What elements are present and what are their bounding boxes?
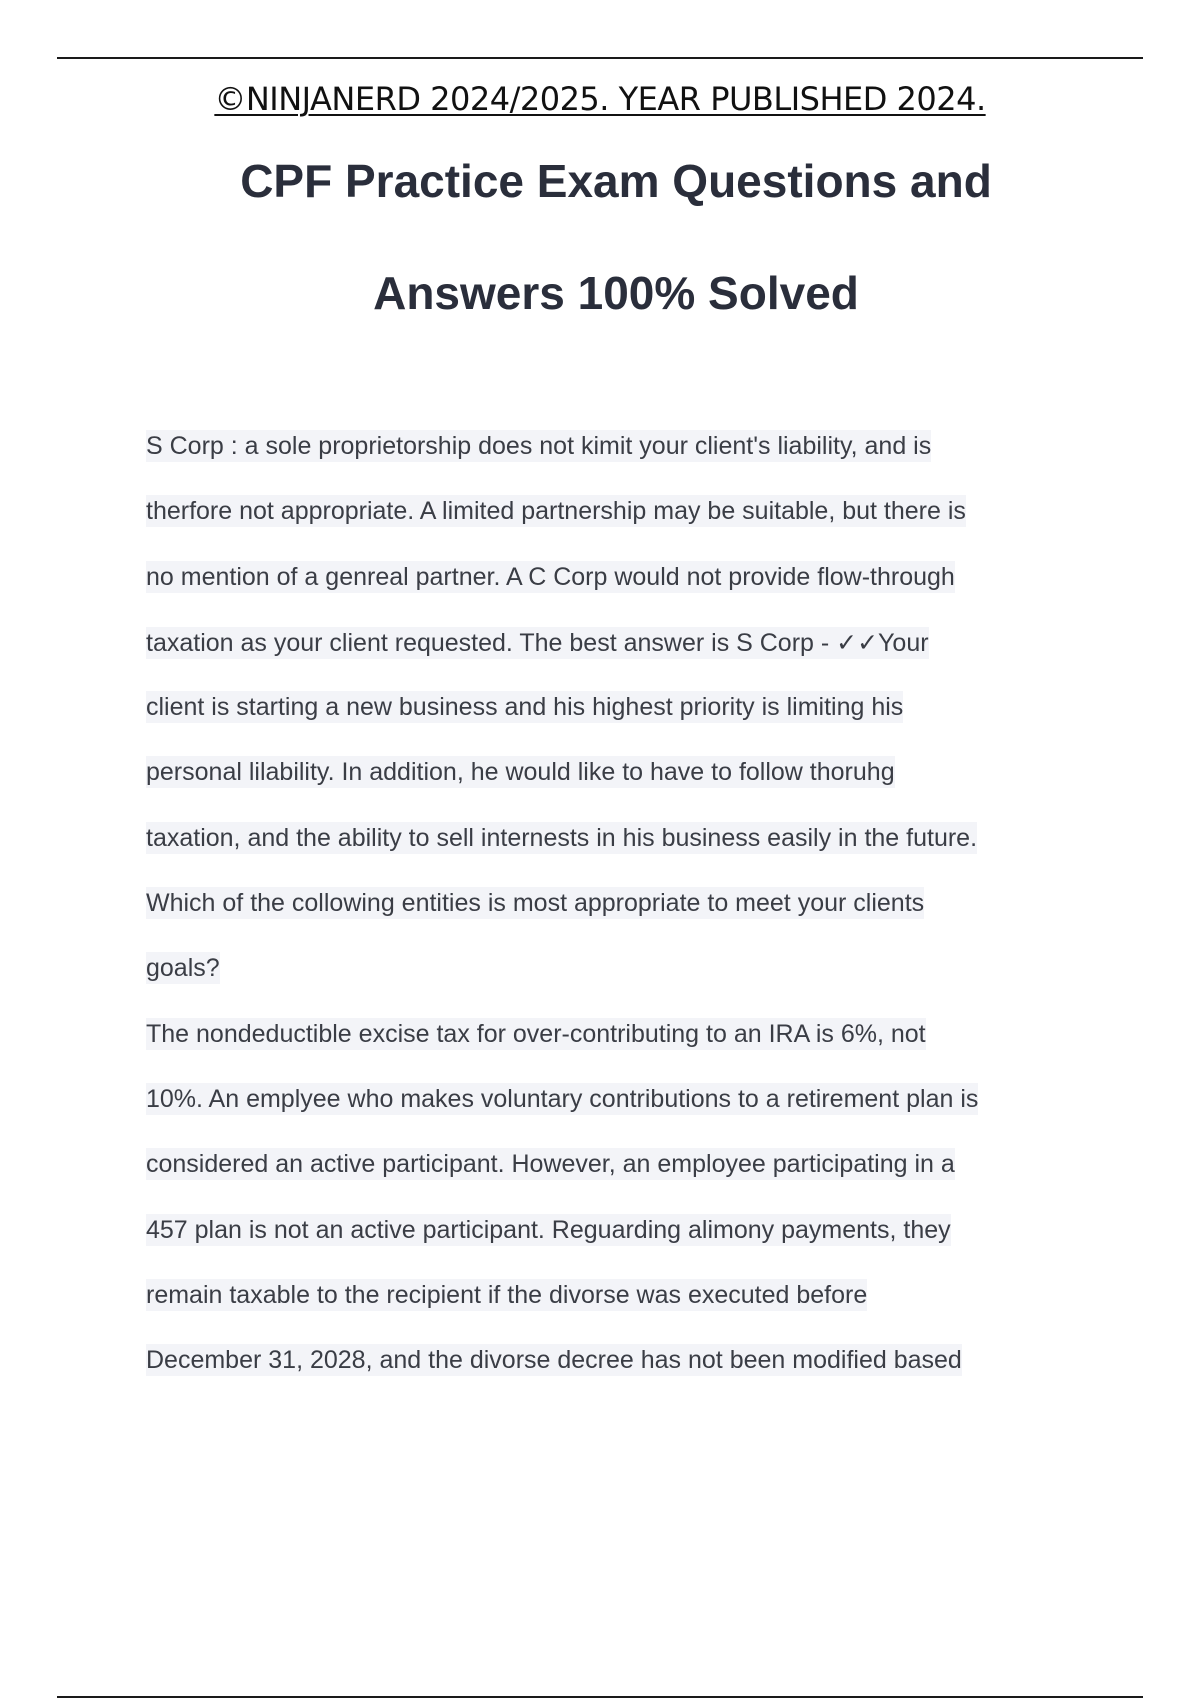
body-line xyxy=(146,497,1106,562)
body-line xyxy=(146,954,1106,1019)
body-line xyxy=(146,432,1106,497)
body-line xyxy=(146,1150,1106,1215)
body-line xyxy=(146,563,1106,628)
body-line-text: no mention of a genreal partner. A C Corp would not provide flow-through xyxy=(146,562,955,591)
footer-rule xyxy=(57,1696,1143,1698)
document-body xyxy=(146,432,1106,1411)
body-line xyxy=(146,1085,1106,1150)
body-line-text: considered an active participant. However, an employee participating in a xyxy=(146,1150,955,1179)
body-line-text: December 31, 2028, and the divorse decree has not been modified based xyxy=(146,1346,962,1375)
body-line xyxy=(146,628,1106,693)
body-line xyxy=(146,1346,1106,1411)
body-line xyxy=(146,693,1106,758)
body-line xyxy=(146,1216,1106,1281)
body-line xyxy=(146,1020,1106,1085)
body-line-text: Which of the collowing entities is most appropriate to meet your clients xyxy=(146,889,925,918)
body-line-text: therfore not appropriate. A limited partnership may be suitable, but there is xyxy=(146,497,966,526)
body-line xyxy=(146,758,1106,823)
body-line-text: goals? xyxy=(146,954,220,983)
body-line-text: taxation, and the ability to sell internests in his business easily in the future. xyxy=(146,823,978,852)
document-title-line-2: Answers 100% Solved xyxy=(373,267,859,319)
copyright-text: ©NINJANERD 2024/2025. YEAR PUBLISHED 2024. xyxy=(214,80,986,118)
body-line-text: 10%. An emplyee who makes voluntary contributions to a retirement plan is xyxy=(146,1084,979,1113)
document-title-line-1: CPF Practice Exam Questions and xyxy=(240,155,992,207)
header-rule xyxy=(57,57,1143,59)
copyright-header xyxy=(0,80,1200,118)
body-line-text: client is starting a new business and his highest priority is limiting his xyxy=(146,693,904,722)
body-line-text: remain taxable to the recipient if the divorse was executed before xyxy=(146,1280,868,1309)
body-line-text: S Corp : a sole proprietorship does not kimit your client's liability, and is xyxy=(146,432,932,460)
body-line-text: The nondeductible excise tax for over-contributing to an IRA is 6%, not xyxy=(146,1019,926,1048)
body-line xyxy=(146,889,1106,954)
body-line-text: taxation as your client requested. The best answer is S Corp - ✓✓Your xyxy=(146,628,929,657)
body-line xyxy=(146,824,1106,889)
body-line-text: personal lilability. In addition, he would like to have to follow thoruhg xyxy=(146,758,895,787)
body-line xyxy=(146,1281,1106,1346)
body-line-text: 457 plan is not an active participant. Reguarding alimony payments, they xyxy=(146,1215,951,1244)
